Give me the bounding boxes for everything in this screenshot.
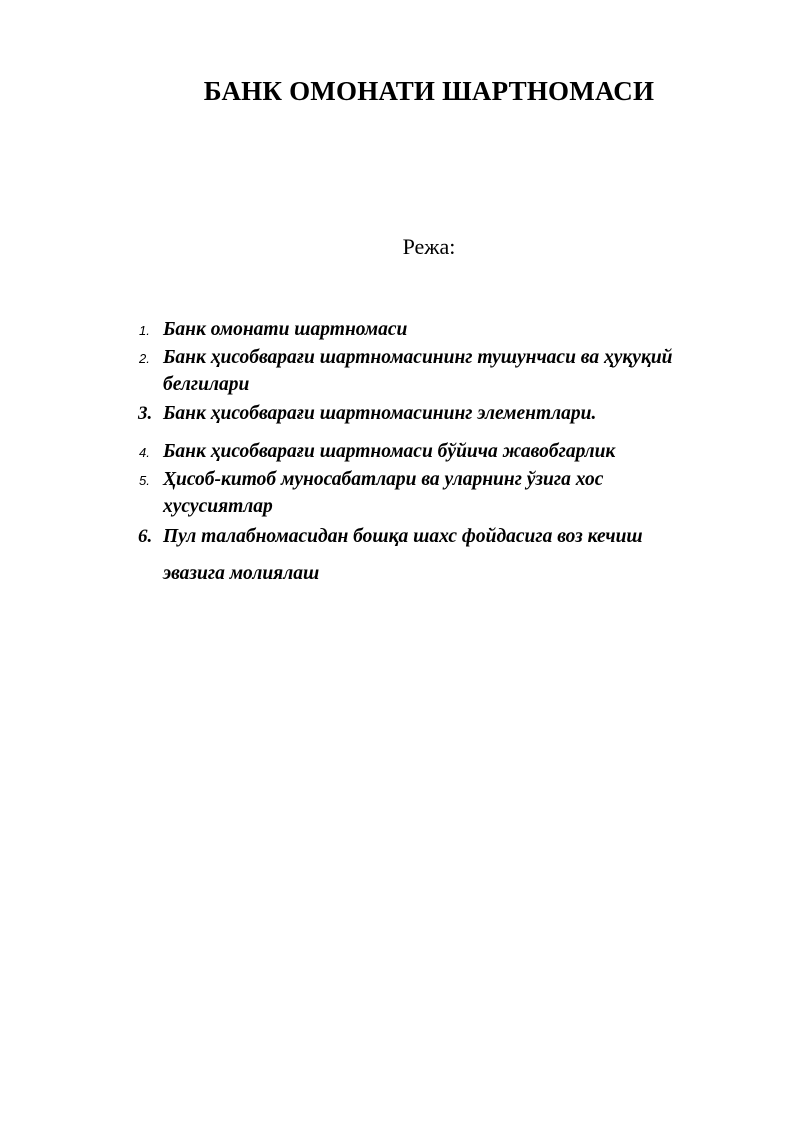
plan-item-text-line: эвазига молиялаш <box>163 563 320 584</box>
plan-item-text-line: Банк ҳисобварағи шартномасининг тушунчаси ва ҳуқуқий <box>163 347 673 368</box>
plan-item-text <box>163 347 763 396</box>
plan-heading: Режа: <box>402 234 456 259</box>
plan-item-number: 5. <box>139 473 150 488</box>
plan-item-text-line: белгилари <box>163 374 250 395</box>
plan-item-text: Банк омонати шартномаси <box>163 319 408 340</box>
plan-item-text-line: хусусиятлар <box>163 496 273 517</box>
plan-item-text <box>163 469 763 518</box>
plan-item-number: 2. <box>139 351 150 366</box>
plan-item-text: Банк ҳисобварағи шартномасининг элементлари. <box>163 403 597 424</box>
plan-item-number: 4. <box>139 445 150 460</box>
plan-item-number: 1. <box>139 323 150 338</box>
plan-item-number: 3. <box>138 403 153 424</box>
plan-item-text-line: Ҳисоб-китоб муносабатлари ва уларнинг ўзига хос <box>163 469 604 490</box>
plan-item-text-line: Пул талабномасидан бошқа шахс фойдасига воз кечиш <box>163 526 643 547</box>
plan-item-text: Банк ҳисобварағи шартномаси бўйича жавобгарлик <box>163 441 616 462</box>
plan-item-text <box>163 526 763 585</box>
document-title: БАНК ОМОНАТИ ШАРТНОМАСИ <box>203 76 655 106</box>
plan-item-number: 6. <box>138 526 153 547</box>
